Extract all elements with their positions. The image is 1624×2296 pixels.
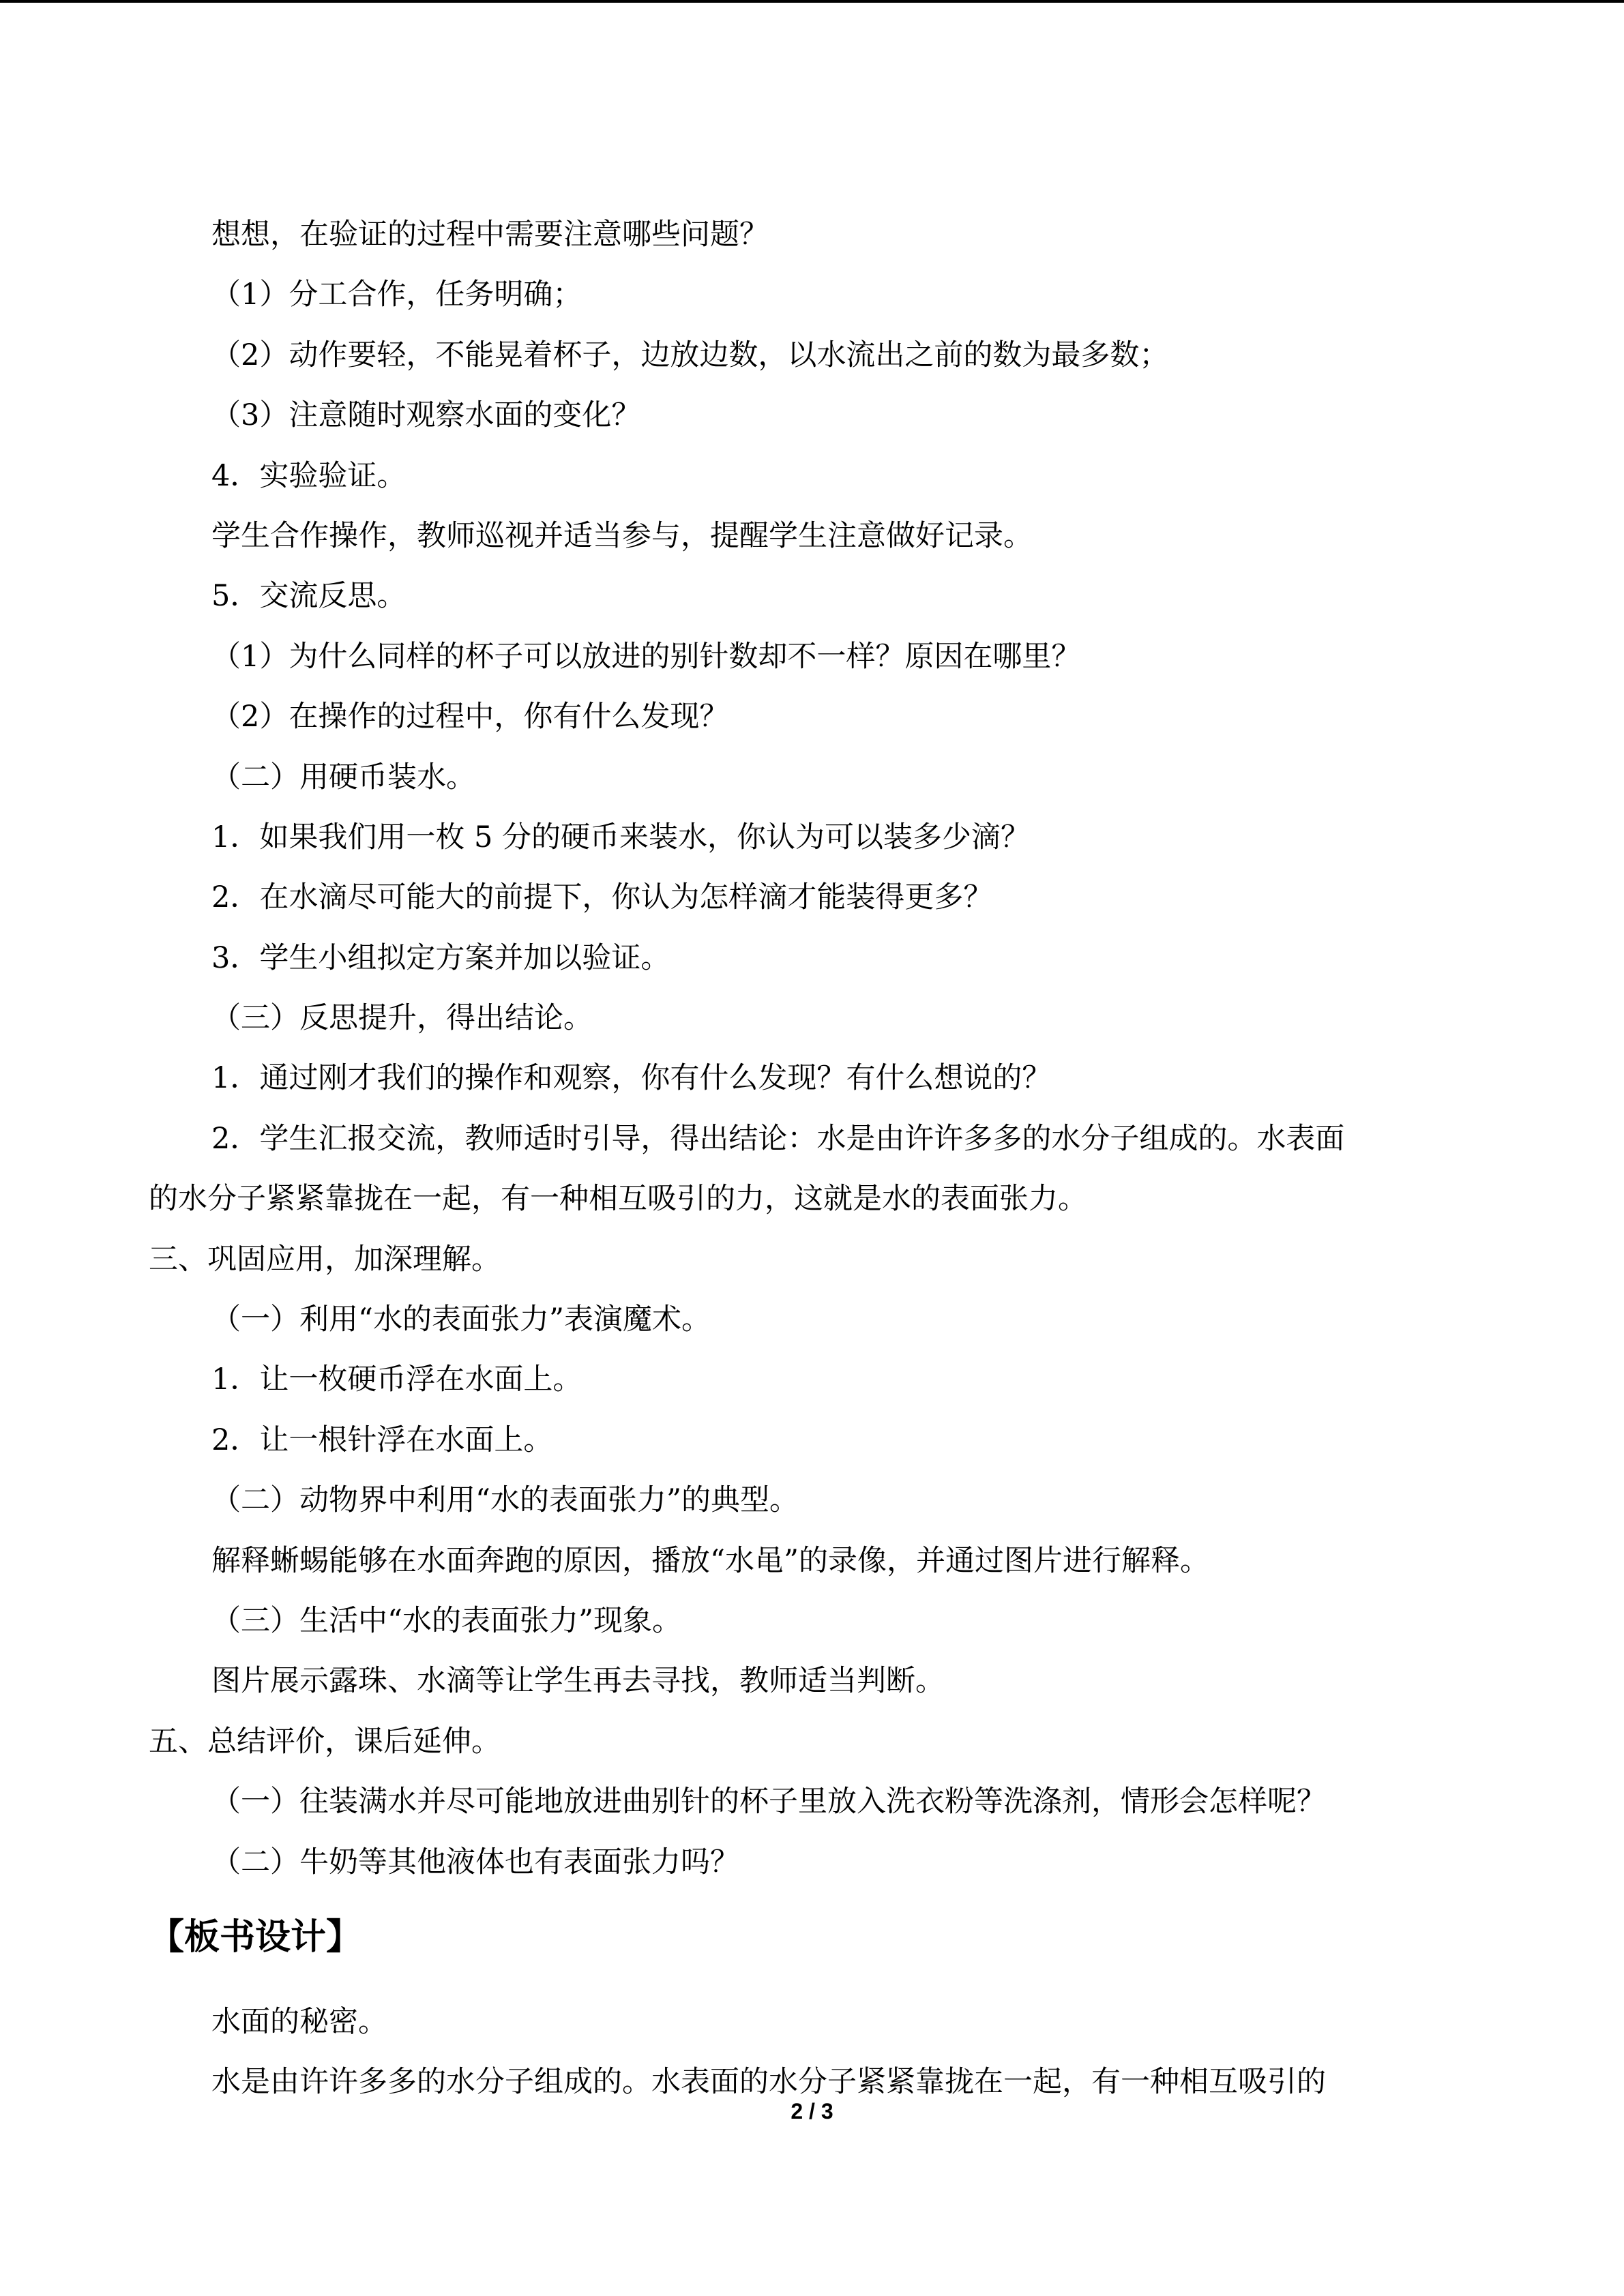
top-border [0,0,1624,3]
document-body [149,205,1486,2113]
paragraph: 2．在水滴尽可能大的前提下，你认为怎样滴才能装得更多？ [211,880,993,915]
paragraph: （一）往装满水并尽可能地放进曲别针的杯子里放入洗衣粉等洗涤剂，情形会怎样呢？ [211,1785,1326,1819]
paragraph: 4．实验验证。 [211,458,407,493]
paragraph: 1．让一枚硬币浮在水面上。 [211,1362,582,1397]
paragraph: 2．学生汇报交流，教师适时引导，得出结论：水是由许许多多的水分子组成的。水表面 [211,1121,1345,1156]
paragraph: （2）动作要轻，不能晃着杯子，边放边数，以水流出之前的数为最多数； [211,338,1169,372]
paragraph: 想想，在验证的过程中需要注意哪些问题？ [211,218,769,252]
paragraph: （2）在操作的过程中，你有什么发现？ [211,700,729,734]
paragraph: 2．让一根针浮在水面上。 [211,1422,553,1457]
board-design-heading: 【板书设计】 [149,1916,362,1958]
board-line: 水是由许许多多的水分子组成的。水表面的水分子紧紧靠拢在一起，有一种相互吸引的 [211,2065,1326,2100]
paragraph: （二）动物界中利用“水的表面张力”的典型。 [211,1483,799,1518]
paragraph: （三）反思提升，得出结论。 [211,1001,593,1036]
paragraph: 1．如果我们用一枚 5 分的硬币来装水，你认为可以装多少滴？ [211,820,1031,854]
paragraph: 3．学生小组拟定方案并加以验证。 [211,940,670,975]
paragraph: （3）注意随时观察水面的变化？ [211,398,641,433]
paragraph: 解释蜥蜴能够在水面奔跑的原因，播放“水黾”的录像，并通过图片进行解释。 [211,1543,1209,1578]
section-title: 五、总结评价，课后延伸。 [149,1724,501,1759]
paragraph: （二）牛奶等其他液体也有表面张力吗？ [211,1845,739,1879]
page-number: 2 / 3 [791,2099,833,2123]
paragraph: （二）用硬币装水。 [211,760,475,794]
paragraph: （1）分工合作，任务明确； [211,278,582,312]
paragraph: 的水分子紧紧靠拢在一起，有一种相互吸引的力，这就是水的表面张力。 [149,1182,1087,1217]
paragraph: 学生合作操作，教师巡视并适当参与，提醒学生注意做好记录。 [211,518,1033,553]
paragraph: （一）利用“水的表面张力”表演魔术。 [211,1302,711,1337]
paragraph: （1）为什么同样的杯子可以放进的别针数却不一样？原因在哪里？ [211,639,1081,674]
paragraph: 5．交流反思。 [211,579,407,614]
paragraph: （三）生活中“水的表面张力”现象。 [211,1603,681,1638]
section-title: 三、巩固应用，加深理解。 [149,1242,501,1277]
paragraph: 图片展示露珠、水滴等让学生再去寻找，教师适当判断。 [211,1664,945,1699]
board-line: 水面的秘密。 [211,2004,387,2039]
paragraph: 1．通过刚才我们的操作和观察，你有什么发现？有什么想说的？ [211,1061,1052,1096]
